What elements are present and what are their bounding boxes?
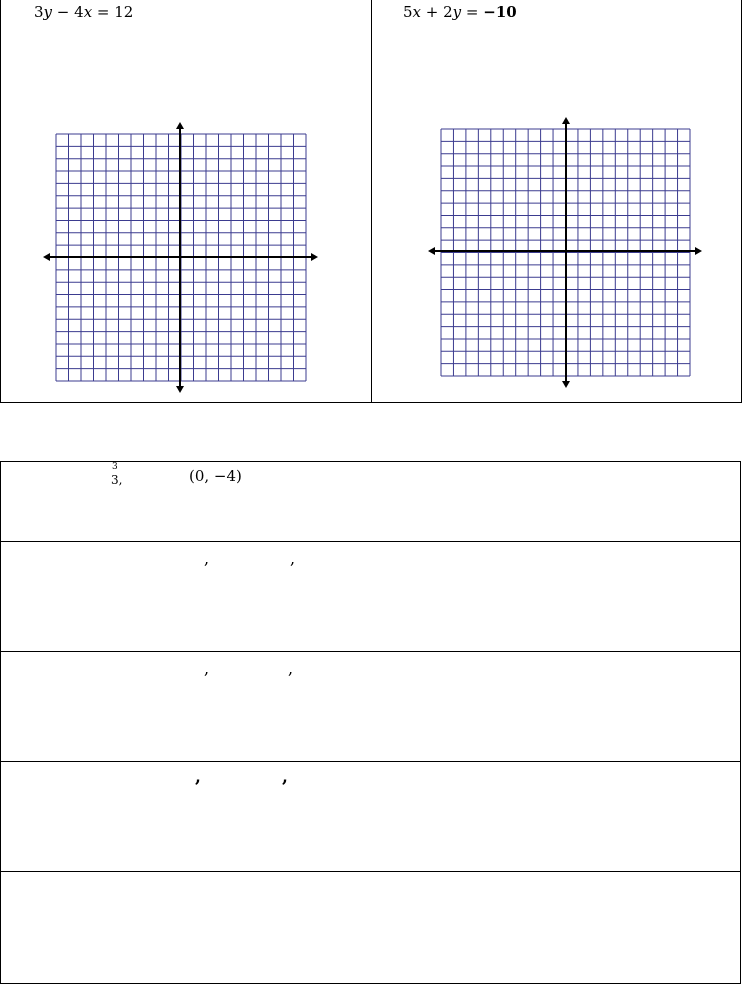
row4-comma-a: , <box>195 767 201 787</box>
work-row-5 <box>0 871 741 984</box>
coordinate-grid-right[interactable] <box>0 0 742 403</box>
eq-right-coef-2: 2 <box>443 3 453 21</box>
row2-comma-b: , <box>290 549 296 568</box>
row1-top-digit: 3 <box>112 462 118 472</box>
work-row-3 <box>0 651 741 761</box>
x-axis-arrow-left <box>428 247 435 255</box>
eq-right-constant: −10 <box>483 3 517 21</box>
work-row-2 <box>0 541 741 651</box>
eq-right-op-1: + <box>421 3 444 21</box>
work-row-1 <box>0 461 741 541</box>
eq-right-var-2: y <box>452 3 462 21</box>
eq-left-equals: = <box>92 3 115 21</box>
y-axis-arrow-down <box>562 381 570 388</box>
work-row-4 <box>0 761 741 871</box>
row4-comma-b: , <box>282 767 288 787</box>
y-axis-arrow-up <box>562 117 570 124</box>
x-axis-arrow-right <box>695 247 702 255</box>
row1-point: (0, −4) <box>189 467 242 485</box>
eq-left-op-1: − <box>52 3 75 21</box>
row3-comma-a: , <box>204 659 210 678</box>
eq-left-coef-2: 4 <box>74 3 84 21</box>
eq-right-var-1: x <box>412 3 422 21</box>
graph-table <box>0 0 742 403</box>
eq-left-var-2: x <box>83 3 93 21</box>
row2-comma-a: , <box>204 549 210 568</box>
work-table <box>0 461 741 984</box>
eq-right-equals: = <box>461 3 484 21</box>
eq-right-coef-1: 5 <box>403 3 413 21</box>
eq-left-var-1: y <box>43 3 53 21</box>
row3-comma-b: , <box>288 659 294 678</box>
eq-left-constant: 12 <box>114 3 134 21</box>
row1-fragment: 3, <box>111 473 123 487</box>
eq-left-coef-1: 3 <box>34 3 44 21</box>
